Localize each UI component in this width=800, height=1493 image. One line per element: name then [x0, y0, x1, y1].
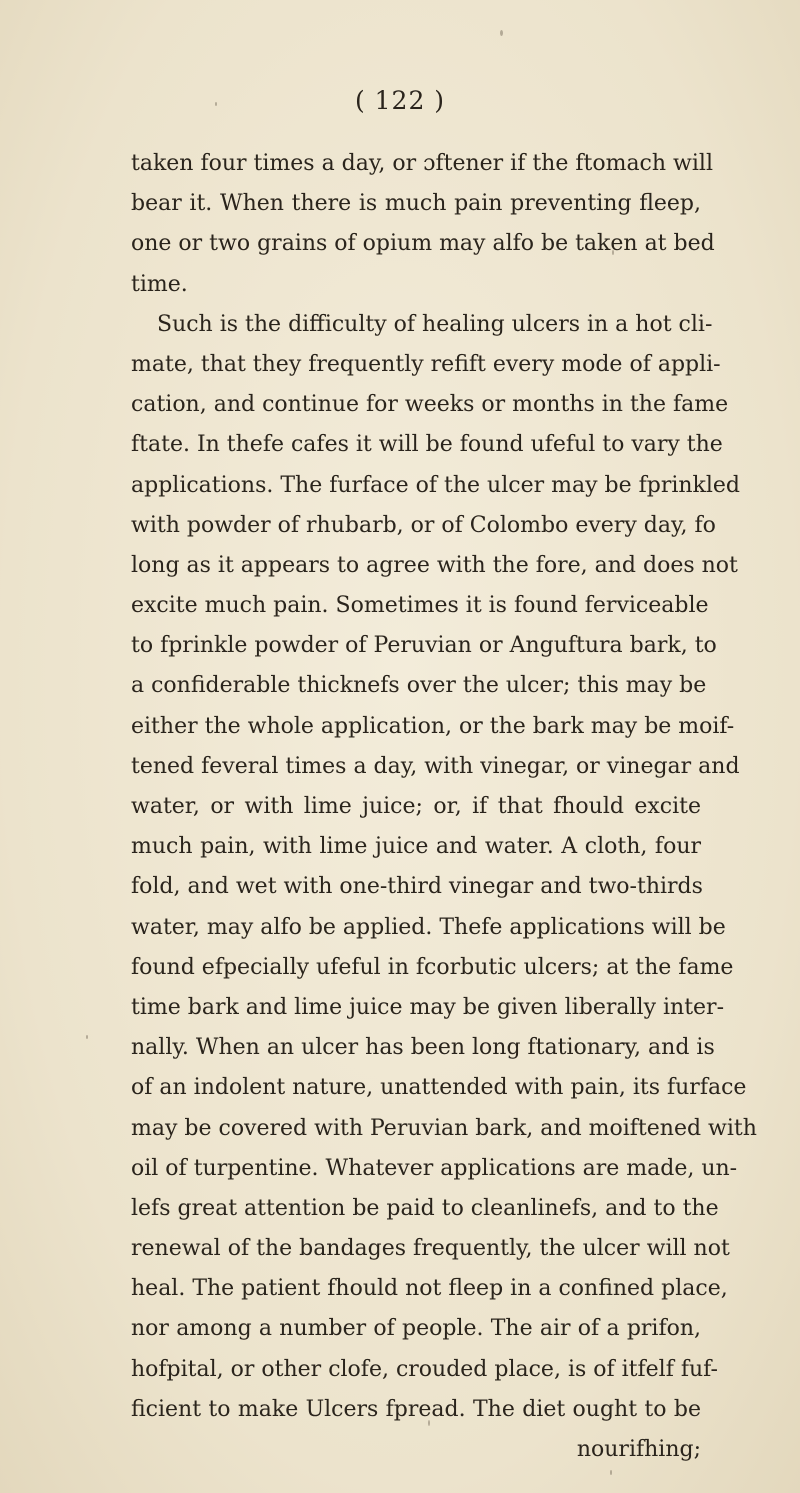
text-line: either the whole application, or the bark may be moif- [131, 713, 735, 739]
text-line: time. [131, 271, 188, 297]
paper-speck [428, 1420, 430, 1426]
text-line: nally. When an ulcer has been long ftationary, and is [131, 1035, 715, 1061]
text-line: of an indolent nature, unattended with pain, its furface [131, 1075, 747, 1101]
text-line: Such is the difficulty of healing ulcers in a hot cli- [157, 311, 713, 337]
text-line: applications. The furface of the ulcer may be fprinkled [131, 472, 741, 498]
text-line: may be covered with Peruvian bark, and moiftened with [131, 1115, 757, 1141]
text-line: time bark and lime juice may be given liberally inter- [131, 994, 725, 1020]
text-line: with powder of rhubarb, or of Colombo every day, fo [131, 512, 716, 538]
paper-speck [612, 250, 614, 255]
text-line: water, may alfo be applied. Thefe applications will be [131, 914, 726, 940]
paper-speck [500, 30, 503, 36]
text-line: ficient to make Ulcers fpread. The diet ought to be [131, 1396, 701, 1422]
text-line: excite much pain. Sometimes it is found ferviceable [131, 593, 709, 619]
text-line: found efpecially ufeful in fcorbutic ulcers; at the fame [131, 954, 734, 980]
paper-speck [86, 1035, 88, 1039]
paper-speck [610, 1470, 612, 1475]
text-line: long as it appears to agree with the fore, and does not [131, 552, 738, 578]
text-line: bear it. When there is much pain preventing fleep, [131, 191, 701, 217]
page-number: ( 122 ) [354, 86, 446, 115]
text-line: nor among a number of people. The air of a prifon, [131, 1316, 701, 1342]
text-line: lefs great attention be paid to cleanlinefs, and to the [131, 1195, 719, 1221]
text-line: cation, and continue for weeks or months in the fame [131, 392, 729, 418]
text-line: water, or with lime juice; or, if that fhould excite [131, 794, 701, 819]
text-line: taken four times a day, or ɔftener if the ftomach will [131, 151, 713, 176]
catchword: nourifhing; [576, 1437, 701, 1462]
text-line: to fprinkle powder of Peruvian or Anguftura bark, to [131, 633, 717, 659]
text-line: mate, that they frequently refift every mode of appli- [131, 351, 721, 377]
text-line: hofpital, or other clofe, crouded place, is of itfelf fuf- [131, 1356, 718, 1382]
text-line: fold, and wet with one-third vinegar and two-thirds [131, 874, 703, 900]
text-line: a confiderable thicknefs over the ulcer; this may be [131, 673, 707, 699]
text-line: much pain, with lime juice and water. A cloth, four [131, 834, 701, 860]
text-line: renewal of the bandages frequently, the ulcer will not [131, 1236, 730, 1262]
text-line: tened feveral times a day, with vinegar, or vinegar and [131, 753, 740, 779]
text-line: ftate. In thefe cafes it will be found ufeful to vary the [131, 432, 723, 458]
text-line: heal. The patient fhould not fleep in a confined place, [131, 1276, 728, 1302]
text-line: one or two grains of opium may alfo be taken at bed [131, 231, 715, 257]
text-line: oil of turpentine. Whatever applications are made, un- [131, 1155, 738, 1181]
paper-speck [215, 102, 217, 106]
body-text [131, 144, 757, 1470]
